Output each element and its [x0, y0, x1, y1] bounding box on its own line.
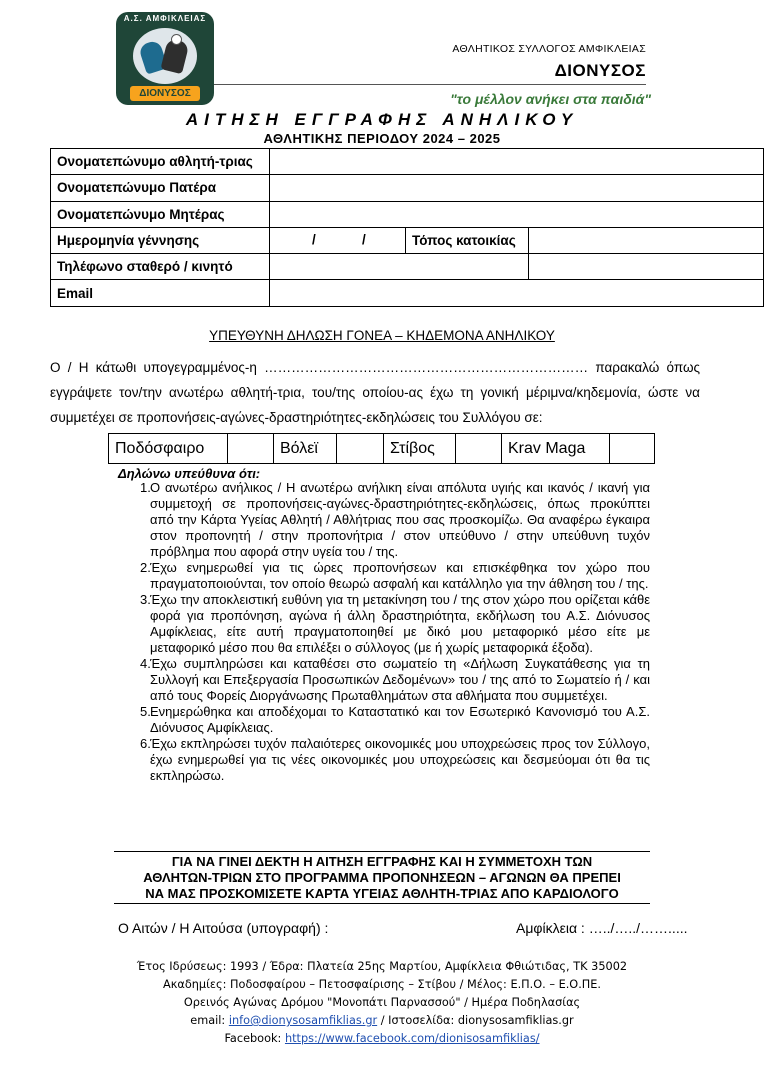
header-divider — [214, 84, 646, 85]
facebook-link[interactable]: https://www.facebook.com/dionisosamfiklias/ — [284, 1032, 540, 1045]
residence-field[interactable] — [529, 227, 764, 253]
notice-bottom-rule — [114, 903, 650, 904]
club-logo — [116, 12, 214, 105]
email-field[interactable] — [270, 280, 764, 306]
email-link[interactable]: info@dionysosamfiklias.gr — [228, 1014, 378, 1027]
statement-text: Έχω συμπληρώσει και καταθέσει στο σωματείο τη «Δήλωση Συγκατάθεσης για τη Συλλογή και Επεξεργασία Προσωπικών Δεδομένων» του / της από το Σωματείο ή / και από τους Φορείς Διοργάνωσης Πρωταθλημάτων στα αθλήματα που συμμετέχει. — [150, 656, 650, 703]
table-row — [51, 254, 764, 280]
list-number: 1. — [140, 480, 151, 495]
father-name-label: Ονοματεπώνυμο Πατέρα — [51, 175, 270, 201]
declaration-title: ΥΠΕΥΘΥΝΗ ΔΗΛΩΣΗ ΓΟΝΕΑ – ΚΗΔΕΜΟΝΑ ΑΝΗΛΙΚΟΥ — [209, 328, 555, 343]
athlete-name-field[interactable] — [270, 149, 764, 175]
list-item — [118, 560, 650, 592]
table-row — [51, 175, 764, 201]
sport-athletics-label: Στίβος — [384, 434, 456, 464]
list-number: 5. — [140, 704, 151, 719]
table-row — [51, 201, 764, 227]
footer — [0, 958, 764, 1048]
notice-line: ΝΑ ΜΑΣ ΠΡΟΣΚΟΜΙΣΕΤΕ ΚΑΡΤΑ ΥΓΕΙΑΣ ΑΘΛΗΤΗ-ΤΡΙΑΣ ΑΠΟ ΚΑΡΔΙΟΛΟΓΟ — [145, 886, 619, 901]
facebook-label: Facebook: — [224, 1032, 285, 1045]
mother-name-field[interactable] — [270, 201, 764, 227]
email-label: email: — [190, 1014, 229, 1027]
table-row — [51, 149, 764, 175]
list-item — [118, 592, 650, 656]
form-season: ΑΘΛΗΤΙΚΗΣ ΠΕΡΙΟΔΟΥ 2024 – 2025 — [263, 131, 501, 146]
list-number: 6. — [140, 736, 151, 751]
list-item — [118, 736, 650, 784]
athlete-name-label: Ονοματεπώνυμο αθλητή-τριας — [51, 149, 270, 175]
sport-kravmaga-label: Krav Maga — [502, 434, 610, 464]
email-label: Email — [51, 280, 270, 306]
phone-mobile-field[interactable] — [529, 254, 764, 280]
footer-line: Ακαδημίες: Ποδοσφαίρου – Πετοσφαίρισης – Στίβου / Μέλος: Ε.Π.Ο. – Ε.Ο.ΠΕ. — [162, 978, 602, 991]
footer-line: Ορεινός Αγώνας Δρόμου "Μονοπάτι Παρνασσού" / Ημέρα Ποδηλασίας — [183, 996, 581, 1009]
club-motto: "το μέλλον ανήκει στα παιδιά" — [450, 91, 651, 107]
phone-landline-field[interactable] — [270, 254, 529, 280]
sports-selection-table — [108, 433, 655, 464]
sport-football-checkbox[interactable] — [228, 434, 274, 464]
table-row — [51, 227, 764, 253]
applicant-signature: Ο Αιτών / Η Αιτούσα (υπογραφή) : — [118, 920, 329, 936]
sport-volleyball-label: Βόλεϊ — [274, 434, 337, 464]
statements-list — [118, 480, 650, 784]
declaration-paragraph: Ο / Η κάτωθι υπογεγραμμένος-η ……………………………………………………………… παρακαλώ όπως εγγράψετε τον/την ανωτέρω αθλητή-τρια, του/της οποίου-ας έχω τη γονική μέριμνα/κηδεμονία, ώστε να συμμετέχει σε προπονήσεις-αγώνες-δραστηριότητες-εκδηλώσεις του Συλλόγου σε: — [50, 360, 700, 425]
statements-heading: Δηλώνω υπεύθυνα ότι: — [118, 466, 261, 481]
footer-facebook — [0, 1030, 764, 1048]
list-item — [118, 704, 650, 736]
club-name: ΔΙΟΝΥΣΟΣ — [554, 61, 646, 80]
list-number: 4. — [140, 656, 151, 671]
form-title: ΑΙΤΗΣΗ ΕΓΓΡΑΦΗΣ ΑΝΗΛΙΚΟΥ — [185, 110, 579, 129]
footer-line: Έτος Ιδρύσεως: 1993 / Έδρα: Πλατεία 25ης Μαρτίου, Αμφίκλεια Φθιώτιδας, ΤΚ 35002 — [136, 960, 628, 973]
list-number: 2. — [140, 560, 151, 575]
date-separator: / — [312, 231, 316, 247]
club-subtitle: ΑΘΛΗΤΙΚΟΣ ΣΥΛΛΟΓΟΣ ΑΜΦΙΚΛΕΙΑΣ — [452, 43, 646, 55]
logo-arc-text: Α.Σ. ΑΜΦΙΚΛΕΙΑΣ — [123, 14, 207, 23]
cardiology-notice — [100, 854, 664, 902]
sport-volleyball-checkbox[interactable] — [337, 434, 384, 464]
birth-date-label: Ημερομηνία γέννησης — [51, 227, 270, 253]
list-item — [118, 480, 650, 560]
statement-text: Έχω ενημερωθεί για τις ώρες προπονήσεων και επισκέφθηκα τον χώρο που πραγματοποιούνται, τον οποίο θεωρώ ασφαλή και κατάλληλο για την άθληση του / της. — [150, 560, 650, 591]
father-name-field[interactable] — [270, 175, 764, 201]
date-separator: / — [362, 231, 366, 247]
statement-text: Έχω εκπληρώσει τυχόν παλαιότερες οικονομικές μου υποχρεώσεις προς τον Σύλλογο, έχω ενημερωθεί για τις νέες οικονομικές μου υποχρεώσεις και δεσμεύομαι ότι θα τις εκπληρώσω. — [150, 736, 650, 783]
sport-athletics-checkbox[interactable] — [456, 434, 502, 464]
website-text: / Ιστοσελίδα: dionysosamfiklias.gr — [377, 1014, 574, 1027]
birth-date-field[interactable] — [270, 227, 406, 253]
sport-kravmaga-checkbox[interactable] — [610, 434, 655, 464]
mother-name-label: Ονοματεπώνυμο Μητέρας — [51, 201, 270, 227]
table-row — [51, 280, 764, 306]
logo-ball-icon — [171, 34, 182, 45]
residence-label: Τόπος κατοικίας — [406, 227, 529, 253]
list-item — [118, 656, 650, 704]
statement-text: Ενημερώθηκα και αποδέχομαι το Καταστατικό και τον Εσωτερικό Κανονισμό του Α.Σ. Διόνυσος Αμφίκλειας. — [150, 704, 650, 735]
notice-line: ΑΘΛΗΤΩΝ-ΤΡΙΩΝ ΣΤΟ ΠΡΟΓΡΑΜΜΑ ΠΡΟΠΟΝΗΣΕΩΝ – ΑΓΩΝΩΝ ΘΑ ΠΡΕΠΕΙ — [143, 870, 621, 885]
table-row — [109, 434, 655, 464]
personal-info-table — [50, 148, 764, 307]
place-date: Αμφίκλεια : …../…../……..... — [516, 920, 688, 936]
phone-label: Τηλέφωνο σταθερό / κινητό — [51, 254, 270, 280]
sport-football-label: Ποδόσφαιρο — [109, 434, 228, 464]
list-number: 3. — [140, 592, 151, 607]
logo-name: ΔΙΟΝΥΣΟΣ — [130, 86, 200, 101]
footer-contact — [0, 1012, 764, 1030]
notice-top-rule — [114, 851, 650, 852]
statement-text: Έχω την αποκλειστική ευθύνη για τη μετακίνηση του / της στον χώρο που ορίζεται κάθε φορά για προπόνηση, αγώνα ή άλλη δραστηριότητα, εκδήλωση του Α.Σ. Διόνυσος Αμφίκλειας, είτε αυτή πραγματοποιηθεί με δικό μου μεταφορικό μέσο είτε με μεταφορικό μέσο που θα επιλέξει ο σύλλογος (με ή χωρίς μεταφορικά έξοδα). — [150, 592, 650, 655]
statement-text: Ο ανωτέρω ανήλικος / Η ανωτέρω ανήλικη είναι απόλυτα υγιής και ικανός / ικανή για συμμετοχή σε προπονήσεις-αγώνες-δραστηριότητες-εκδηλώσεις, όπως προκύπτει από την Κάρτα Υγείας Αθλητή / Αθλήτριας που σας προσκομίζω. Θα αναφέρω έγκαιρα στον προπονητή / στην προπονήτρια / στον υπεύθυνο / στην υπεύθυνη τυχόν πρόβλημα που αφορά στην υγεία του / της. — [150, 480, 650, 559]
notice-line: ΓΙΑ ΝΑ ΓΙΝΕΙ ΔΕΚΤΗ Η ΑΙΤΗΣΗ ΕΓΓΡΑΦΗΣ ΚΑΙ Η ΣΥΜΜΕΤΟΧΗ ΤΩΝ — [171, 854, 593, 869]
